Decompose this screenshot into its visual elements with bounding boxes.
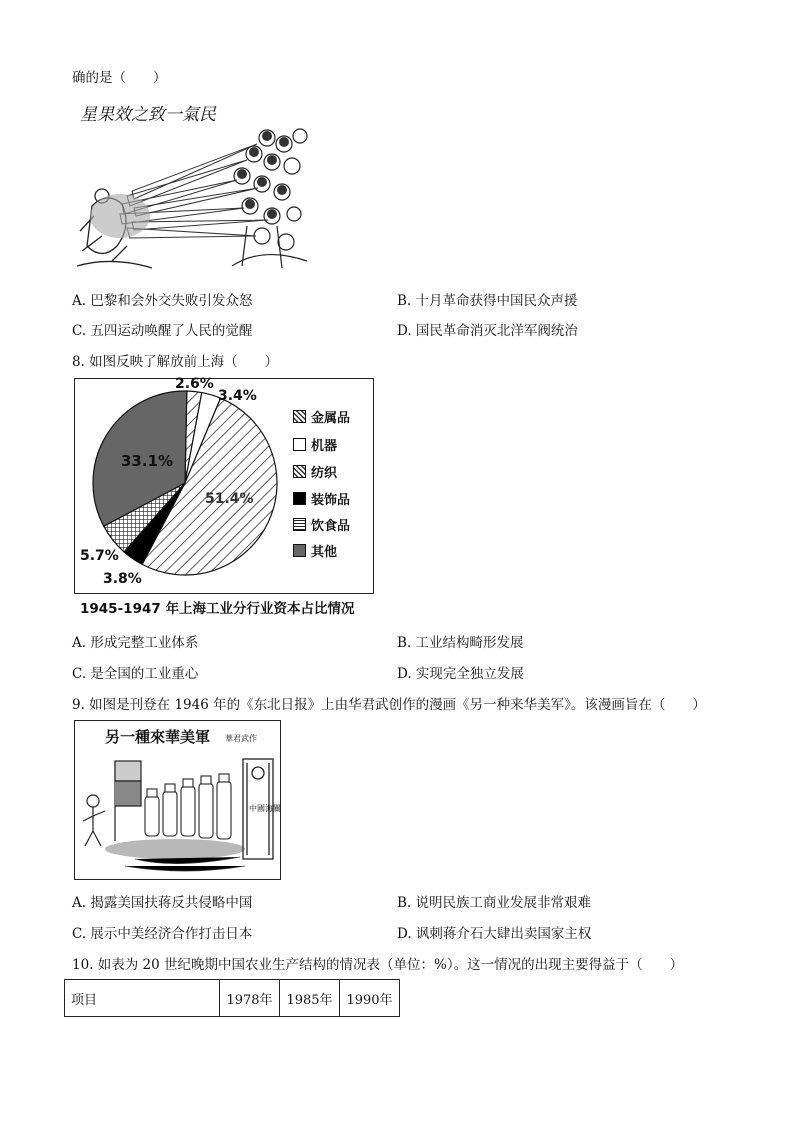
table-header-row: [65, 980, 400, 1017]
pie-label-decoration: 3.8%: [103, 571, 142, 587]
pie-label-food: 5.7%: [80, 548, 119, 564]
q8-option-a: A. 形成完整工业体系: [72, 635, 199, 651]
q8-pie-figure: [74, 378, 374, 594]
table-header-1978: 1978年: [220, 980, 280, 1017]
q9-cartoon: [74, 720, 281, 880]
q9-cartoon-title: 另一種來華美軍: [105, 728, 211, 746]
legend-swatch-food: [293, 518, 306, 531]
q8-option-d: D. 实现完全独立发展: [397, 666, 524, 682]
legend-swatch-metal: [293, 410, 306, 423]
q7-stem-tail: 确的是（ ）: [72, 70, 167, 86]
legend-label-textile: 纺织: [311, 466, 338, 481]
q8-option-c: C. 是全国的工业重心: [72, 666, 199, 682]
legend-item-other: [293, 541, 337, 560]
legend-item-food: [293, 515, 350, 534]
table-header-1985: 1985年: [280, 980, 340, 1017]
q9-cartoon-author: 華君武作: [225, 734, 257, 743]
legend-label-food: 饮食品: [311, 519, 351, 534]
q10-stem: 10. 如表为 20 世纪晚期中国农业生产结构的情况表（单位：%）。这一情况的出现主要得益于（ ）: [72, 957, 684, 973]
table-header-item: 项目: [65, 980, 220, 1017]
legend-swatch-machine: [293, 438, 306, 451]
q9-option-b: B. 说明民族工商业发展非常艰难: [397, 895, 592, 911]
q7-cartoon-drawing: [72, 96, 312, 274]
legend-swatch-decoration: [293, 492, 306, 505]
legend-item-metal: [293, 407, 350, 426]
q7-option-c: C. 五四运动唤醒了人民的觉醒: [72, 323, 253, 339]
legend-swatch-textile: [293, 465, 306, 478]
legend-label-metal: 金属品: [311, 411, 351, 426]
q8-option-b: B. 工业结构畸形发展: [397, 635, 524, 651]
legend-label-decoration: 装饰品: [311, 493, 351, 508]
q7-option-a: A. 巴黎和会外交失败引发众怒: [72, 293, 253, 309]
pie-label-machine: 3.4%: [218, 388, 257, 404]
q9-option-c: C. 展示中美经济合作打击日本: [72, 926, 253, 942]
legend-label-machine: 机器: [311, 439, 338, 454]
legend-item-machine: [293, 435, 337, 454]
legend-label-other: 其他: [311, 545, 338, 560]
q7-option-d: D. 国民革命消灭北洋军阀统治: [397, 323, 578, 339]
q10-table: [64, 979, 400, 1017]
q9-cartoon-drawing: [75, 721, 280, 879]
pie-chart-title: 1945-1947 年上海工业分行业资本占比情况: [80, 601, 355, 617]
legend-swatch-other: [293, 544, 306, 557]
legend-item-textile: [293, 462, 337, 481]
q7-option-b: B. 十月革命获得中国民众声援: [397, 293, 578, 309]
legend-item-decoration: [293, 489, 350, 508]
q9-option-d: D. 讽刺蒋介石大肆出卖国家主权: [397, 926, 592, 942]
table-header-1990: 1990年: [340, 980, 400, 1017]
pie-label-other: 33.1%: [121, 452, 174, 470]
q8-stem: 8. 如图反映了解放前上海（ ）: [72, 354, 279, 370]
pie-label-textile: 51.4%: [205, 491, 254, 507]
q7-cartoon: [72, 96, 312, 274]
q9-option-a: A. 揭露美国扶蒋反共侵略中国: [72, 895, 253, 911]
q7-cartoon-title: 星果效之致一氣民: [80, 105, 216, 125]
q9-stem: 9. 如图是刊登在 1946 年的《东北日报》上由华君武创作的漫画《另一种来华美军》。该漫画旨在（ ）: [72, 697, 706, 713]
q9-gate-text: 中國海關: [249, 804, 280, 813]
pie-label-metal: 2.6%: [175, 376, 214, 392]
